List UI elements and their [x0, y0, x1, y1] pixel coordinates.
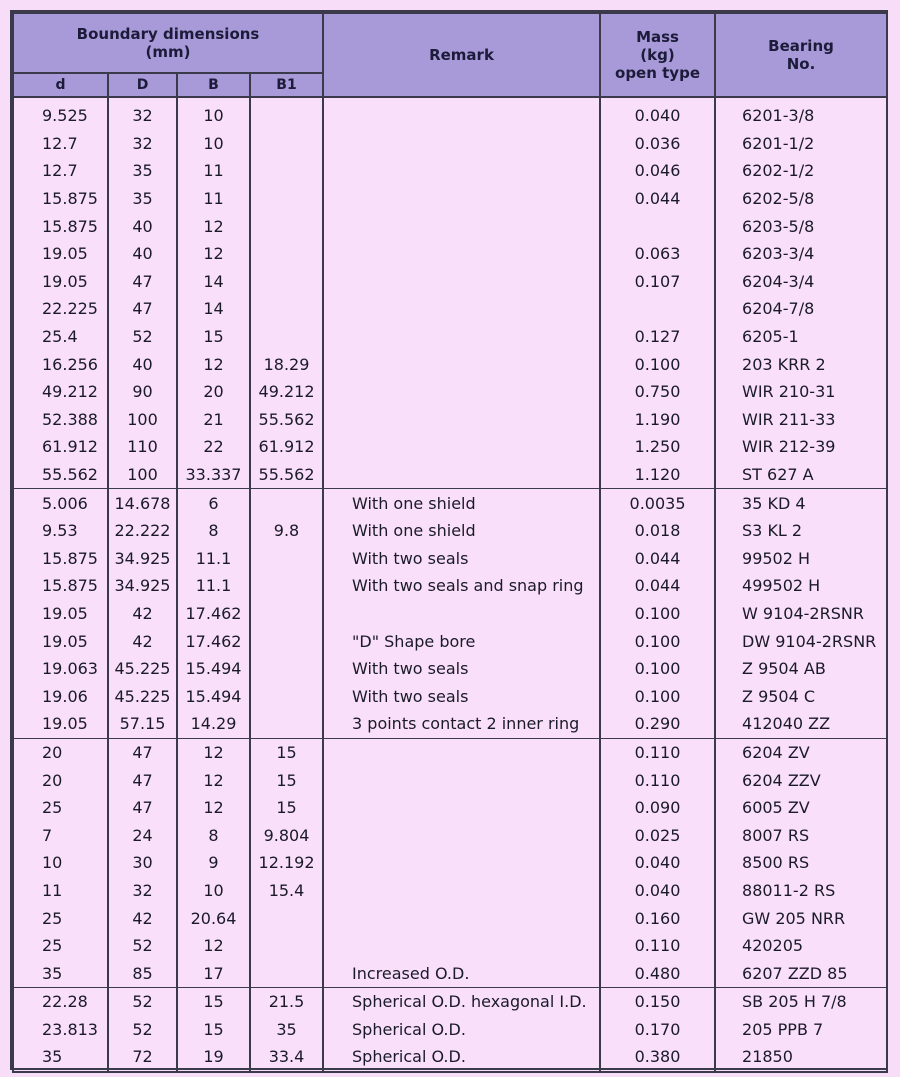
cell-d: 22.28	[13, 988, 108, 1016]
cell-bearing-no: 6203-5/8	[715, 212, 887, 240]
cell-D: 34.925	[108, 572, 177, 600]
cell-d: 11	[13, 877, 108, 905]
cell-remark: Spherical O.D.	[323, 1043, 600, 1072]
cell-mass: 0.100	[600, 682, 715, 710]
cell-B: 14	[177, 295, 250, 323]
cell-B1: 12.192	[250, 849, 323, 877]
cell-D: 42	[108, 600, 177, 628]
cell-bearing-no: DW 9104-2RSNR	[715, 627, 887, 655]
cell-B: 21	[177, 406, 250, 434]
cell-D: 42	[108, 904, 177, 932]
table-row	[13, 350, 887, 378]
table-row	[13, 406, 887, 434]
cell-d: 15.875	[13, 545, 108, 573]
cell-mass: 0.063	[600, 240, 715, 268]
cell-D: 100	[108, 406, 177, 434]
cell-d: 35	[13, 1043, 108, 1072]
cell-B: 17.462	[177, 600, 250, 628]
header-boundary-line1: Boundary dimensions	[76, 25, 260, 43]
cell-B1: 33.4	[250, 1043, 323, 1072]
cell-remark	[323, 461, 600, 489]
cell-B: 11	[177, 185, 250, 213]
cell-D: 47	[108, 794, 177, 822]
cell-remark: With two seals	[323, 682, 600, 710]
cell-D: 85	[108, 959, 177, 987]
cell-remark	[323, 323, 600, 351]
cell-D: 32	[108, 877, 177, 905]
cell-B1	[250, 932, 323, 960]
table-row	[13, 794, 887, 822]
table-row	[13, 378, 887, 406]
cell-mass: 0.750	[600, 378, 715, 406]
cell-bearing-no: 6204-7/8	[715, 295, 887, 323]
cell-mass: 0.160	[600, 904, 715, 932]
cell-remark	[323, 130, 600, 158]
table-row	[13, 295, 887, 323]
cell-D: 52	[108, 988, 177, 1016]
cell-D: 22.222	[108, 517, 177, 545]
table-row	[13, 517, 887, 545]
header-bearing-no	[715, 13, 887, 97]
cell-remark	[323, 185, 600, 213]
cell-remark	[323, 904, 600, 932]
cell-B: 33.337	[177, 461, 250, 489]
cell-bearing-no: 21850	[715, 1043, 887, 1072]
cell-d: 35	[13, 959, 108, 987]
cell-D: 110	[108, 433, 177, 461]
cell-mass: 0.110	[600, 932, 715, 960]
cell-D: 47	[108, 766, 177, 794]
cell-remark	[323, 350, 600, 378]
cell-remark: With one shield	[323, 489, 600, 517]
cell-bearing-no: 412040 ZZ	[715, 710, 887, 738]
cell-mass: 0.0035	[600, 489, 715, 517]
cell-B: 15.494	[177, 682, 250, 710]
cell-d: 23.813	[13, 1016, 108, 1044]
cell-d: 25	[13, 794, 108, 822]
cell-mass: 0.100	[600, 655, 715, 683]
cell-B1: 55.562	[250, 406, 323, 434]
cell-remark	[323, 849, 600, 877]
cell-bearing-no: 35 KD 4	[715, 489, 887, 517]
cell-D: 47	[108, 268, 177, 296]
cell-bearing-no: 6205-1	[715, 323, 887, 351]
cell-B1: 18.29	[250, 350, 323, 378]
table-body	[13, 97, 887, 1072]
cell-d: 12.7	[13, 130, 108, 158]
cell-B: 12	[177, 932, 250, 960]
header-boundary-line2: (mm)	[145, 43, 191, 61]
cell-B1: 35	[250, 1016, 323, 1044]
cell-B: 19	[177, 1043, 250, 1072]
cell-B1: 21.5	[250, 988, 323, 1016]
cell-B1: 55.562	[250, 461, 323, 489]
cell-bearing-no: 8500 RS	[715, 849, 887, 877]
cell-mass: 0.170	[600, 1016, 715, 1044]
cell-bearing-no: ST 627 A	[715, 461, 887, 489]
cell-bearing-no: W 9104-2RSNR	[715, 600, 887, 628]
table-row	[13, 988, 887, 1016]
cell-mass: 0.044	[600, 572, 715, 600]
cell-mass: 0.100	[600, 350, 715, 378]
cell-remark	[323, 932, 600, 960]
cell-bearing-no: 6204-3/4	[715, 268, 887, 296]
table-row	[13, 1016, 887, 1044]
cell-mass: 0.040	[600, 97, 715, 130]
header-col-B: B	[177, 73, 250, 97]
cell-d: 10	[13, 849, 108, 877]
cell-d: 16.256	[13, 350, 108, 378]
header-boundary-dimensions	[13, 13, 323, 73]
cell-B1: 9.804	[250, 821, 323, 849]
table-row	[13, 240, 887, 268]
cell-D: 14.678	[108, 489, 177, 517]
header-mass-line3: open type	[615, 64, 700, 82]
cell-bearing-no: 6201-3/8	[715, 97, 887, 130]
table-row	[13, 959, 887, 987]
cell-d: 20	[13, 738, 108, 766]
cell-bearing-no: 6204 ZZV	[715, 766, 887, 794]
header-bearing-line2: No.	[786, 55, 816, 73]
cell-bearing-no: 6202-1/2	[715, 157, 887, 185]
cell-B1: 15	[250, 738, 323, 766]
cell-B: 17	[177, 959, 250, 987]
cell-B1	[250, 489, 323, 517]
cell-d: 25.4	[13, 323, 108, 351]
cell-B: 22	[177, 433, 250, 461]
table-row	[13, 655, 887, 683]
cell-bearing-no: 6202-5/8	[715, 185, 887, 213]
cell-D: 42	[108, 627, 177, 655]
cell-remark	[323, 378, 600, 406]
table-row	[13, 572, 887, 600]
table-row	[13, 545, 887, 573]
cell-B1: 15.4	[250, 877, 323, 905]
cell-d: 19.05	[13, 710, 108, 738]
cell-remark	[323, 268, 600, 296]
cell-B: 12	[177, 240, 250, 268]
cell-d: 19.063	[13, 655, 108, 683]
cell-bearing-no: 6201-1/2	[715, 130, 887, 158]
table-row	[13, 489, 887, 517]
cell-d: 20	[13, 766, 108, 794]
cell-mass: 0.107	[600, 268, 715, 296]
cell-D: 90	[108, 378, 177, 406]
cell-bearing-no: 6204 ZV	[715, 738, 887, 766]
cell-mass: 0.046	[600, 157, 715, 185]
cell-bearing-no: S3 KL 2	[715, 517, 887, 545]
cell-B: 11	[177, 157, 250, 185]
cell-d: 15.875	[13, 212, 108, 240]
cell-d: 19.06	[13, 682, 108, 710]
table-row	[13, 849, 887, 877]
cell-B1	[250, 655, 323, 683]
cell-remark	[323, 766, 600, 794]
cell-remark	[323, 97, 600, 130]
table-row	[13, 904, 887, 932]
cell-B1: 49.212	[250, 378, 323, 406]
cell-bearing-no: WIR 211-33	[715, 406, 887, 434]
cell-d: 22.225	[13, 295, 108, 323]
header-mass-line1: Mass	[636, 28, 679, 46]
cell-bearing-no: Z 9504 AB	[715, 655, 887, 683]
cell-B: 15	[177, 323, 250, 351]
cell-B1	[250, 323, 323, 351]
cell-B1: 9.8	[250, 517, 323, 545]
cell-mass: 0.290	[600, 710, 715, 738]
table-row	[13, 710, 887, 738]
cell-mass: 0.110	[600, 738, 715, 766]
cell-mass: 0.025	[600, 821, 715, 849]
cell-mass	[600, 212, 715, 240]
table-row	[13, 821, 887, 849]
cell-remark	[323, 295, 600, 323]
cell-d: 7	[13, 821, 108, 849]
cell-B1	[250, 682, 323, 710]
cell-remark: Spherical O.D.	[323, 1016, 600, 1044]
cell-mass: 0.040	[600, 849, 715, 877]
cell-d: 9.53	[13, 517, 108, 545]
cell-bearing-no: GW 205 NRR	[715, 904, 887, 932]
cell-bearing-no: 205 PPB 7	[715, 1016, 887, 1044]
table-row	[13, 323, 887, 351]
cell-bearing-no: 6203-3/4	[715, 240, 887, 268]
cell-B: 20	[177, 378, 250, 406]
table-row	[13, 212, 887, 240]
cell-mass: 0.090	[600, 794, 715, 822]
table-row	[13, 157, 887, 185]
cell-B: 6	[177, 489, 250, 517]
cell-mass: 0.150	[600, 988, 715, 1016]
cell-mass: 0.127	[600, 323, 715, 351]
cell-B1	[250, 904, 323, 932]
cell-remark: With two seals and snap ring	[323, 572, 600, 600]
cell-D: 72	[108, 1043, 177, 1072]
cell-bearing-no: 99502 H	[715, 545, 887, 573]
table-row	[13, 877, 887, 905]
table-row	[13, 185, 887, 213]
cell-d: 52.388	[13, 406, 108, 434]
cell-remark: With two seals	[323, 655, 600, 683]
cell-mass: 0.100	[600, 600, 715, 628]
cell-D: 100	[108, 461, 177, 489]
cell-d: 9.525	[13, 97, 108, 130]
cell-d: 25	[13, 932, 108, 960]
cell-D: 40	[108, 212, 177, 240]
cell-D: 24	[108, 821, 177, 849]
cell-B: 10	[177, 877, 250, 905]
cell-B1: 61.912	[250, 433, 323, 461]
cell-B1	[250, 212, 323, 240]
cell-B1	[250, 959, 323, 987]
cell-B: 12	[177, 350, 250, 378]
cell-d: 12.7	[13, 157, 108, 185]
cell-D: 57.15	[108, 710, 177, 738]
cell-remark	[323, 738, 600, 766]
cell-d: 25	[13, 904, 108, 932]
cell-bearing-no: 88011-2 RS	[715, 877, 887, 905]
cell-D: 52	[108, 932, 177, 960]
cell-remark	[323, 821, 600, 849]
cell-D: 35	[108, 185, 177, 213]
cell-B: 20.64	[177, 904, 250, 932]
cell-mass: 0.480	[600, 959, 715, 987]
cell-bearing-no: 6005 ZV	[715, 794, 887, 822]
cell-B1	[250, 240, 323, 268]
cell-mass: 1.190	[600, 406, 715, 434]
cell-remark	[323, 877, 600, 905]
cell-remark: Spherical O.D. hexagonal I.D.	[323, 988, 600, 1016]
cell-remark: 3 points contact 2 inner ring	[323, 710, 600, 738]
cell-remark: Increased O.D.	[323, 959, 600, 987]
cell-B: 11.1	[177, 572, 250, 600]
cell-d: 19.05	[13, 627, 108, 655]
table-row	[13, 932, 887, 960]
cell-B: 8	[177, 821, 250, 849]
cell-remark	[323, 212, 600, 240]
cell-remark	[323, 406, 600, 434]
cell-B: 17.462	[177, 627, 250, 655]
table-row	[13, 461, 887, 489]
cell-mass: 0.380	[600, 1043, 715, 1072]
header-remark: Remark	[323, 13, 600, 97]
cell-remark: "D" Shape bore	[323, 627, 600, 655]
header-col-d: d	[13, 73, 108, 97]
header-mass-line2: (kg)	[640, 46, 675, 64]
cell-B: 11.1	[177, 545, 250, 573]
cell-mass: 1.120	[600, 461, 715, 489]
cell-B1	[250, 157, 323, 185]
cell-B: 15	[177, 1016, 250, 1044]
cell-D: 45.225	[108, 655, 177, 683]
cell-bearing-no: 499502 H	[715, 572, 887, 600]
cell-D: 32	[108, 97, 177, 130]
cell-B1	[250, 627, 323, 655]
cell-d: 61.912	[13, 433, 108, 461]
cell-D: 35	[108, 157, 177, 185]
cell-D: 30	[108, 849, 177, 877]
cell-mass	[600, 295, 715, 323]
cell-B1	[250, 572, 323, 600]
cell-B1	[250, 268, 323, 296]
cell-D: 47	[108, 295, 177, 323]
table-row	[13, 97, 887, 130]
cell-mass: 0.110	[600, 766, 715, 794]
header-col-D: D	[108, 73, 177, 97]
cell-B1	[250, 130, 323, 158]
table-row	[13, 1043, 887, 1072]
cell-B: 14	[177, 268, 250, 296]
header-bearing-line1: Bearing	[768, 37, 834, 55]
cell-mass: 0.100	[600, 627, 715, 655]
cell-mass: 0.018	[600, 517, 715, 545]
cell-B: 10	[177, 130, 250, 158]
header-col-B1: B1	[250, 73, 323, 97]
cell-B1	[250, 295, 323, 323]
cell-B1	[250, 185, 323, 213]
cell-bearing-no: 203 KRR 2	[715, 350, 887, 378]
cell-B1: 15	[250, 794, 323, 822]
cell-mass: 0.044	[600, 545, 715, 573]
cell-B: 12	[177, 766, 250, 794]
cell-remark	[323, 157, 600, 185]
cell-d: 19.05	[13, 600, 108, 628]
cell-bearing-no: WIR 210-31	[715, 378, 887, 406]
cell-B1: 15	[250, 766, 323, 794]
bearing-spec-table	[12, 12, 888, 1073]
bearing-spec-table-frame	[10, 10, 888, 1070]
cell-bearing-no: 420205	[715, 932, 887, 960]
cell-d: 15.875	[13, 185, 108, 213]
cell-B: 12	[177, 212, 250, 240]
cell-remark	[323, 600, 600, 628]
cell-D: 52	[108, 323, 177, 351]
cell-mass: 0.044	[600, 185, 715, 213]
cell-B: 9	[177, 849, 250, 877]
cell-d: 55.562	[13, 461, 108, 489]
cell-B1	[250, 710, 323, 738]
cell-bearing-no: 8007 RS	[715, 821, 887, 849]
table-row	[13, 130, 887, 158]
table-row	[13, 627, 887, 655]
table-row	[13, 738, 887, 766]
cell-D: 32	[108, 130, 177, 158]
table-row	[13, 433, 887, 461]
cell-d: 19.05	[13, 268, 108, 296]
cell-bearing-no: SB 205 H 7/8	[715, 988, 887, 1016]
cell-D: 52	[108, 1016, 177, 1044]
cell-B1	[250, 545, 323, 573]
cell-d: 49.212	[13, 378, 108, 406]
header-mass	[600, 13, 715, 97]
cell-bearing-no: Z 9504 C	[715, 682, 887, 710]
cell-B: 12	[177, 794, 250, 822]
cell-remark	[323, 794, 600, 822]
cell-remark: With one shield	[323, 517, 600, 545]
cell-d: 5.006	[13, 489, 108, 517]
cell-D: 45.225	[108, 682, 177, 710]
table-row	[13, 600, 887, 628]
cell-B: 10	[177, 97, 250, 130]
cell-B: 12	[177, 738, 250, 766]
cell-B: 8	[177, 517, 250, 545]
cell-D: 34.925	[108, 545, 177, 573]
cell-D: 40	[108, 350, 177, 378]
cell-B1	[250, 97, 323, 130]
cell-B: 14.29	[177, 710, 250, 738]
cell-d: 15.875	[13, 572, 108, 600]
cell-D: 47	[108, 738, 177, 766]
cell-bearing-no: 6207 ZZD 85	[715, 959, 887, 987]
cell-B1	[250, 600, 323, 628]
cell-D: 40	[108, 240, 177, 268]
cell-bearing-no: WIR 212-39	[715, 433, 887, 461]
cell-d: 19.05	[13, 240, 108, 268]
table-row	[13, 268, 887, 296]
cell-B: 15.494	[177, 655, 250, 683]
cell-mass: 0.040	[600, 877, 715, 905]
cell-mass: 0.036	[600, 130, 715, 158]
cell-B: 15	[177, 988, 250, 1016]
cell-remark	[323, 433, 600, 461]
table-row	[13, 766, 887, 794]
cell-remark	[323, 240, 600, 268]
cell-mass: 1.250	[600, 433, 715, 461]
table-row	[13, 682, 887, 710]
cell-remark: With two seals	[323, 545, 600, 573]
